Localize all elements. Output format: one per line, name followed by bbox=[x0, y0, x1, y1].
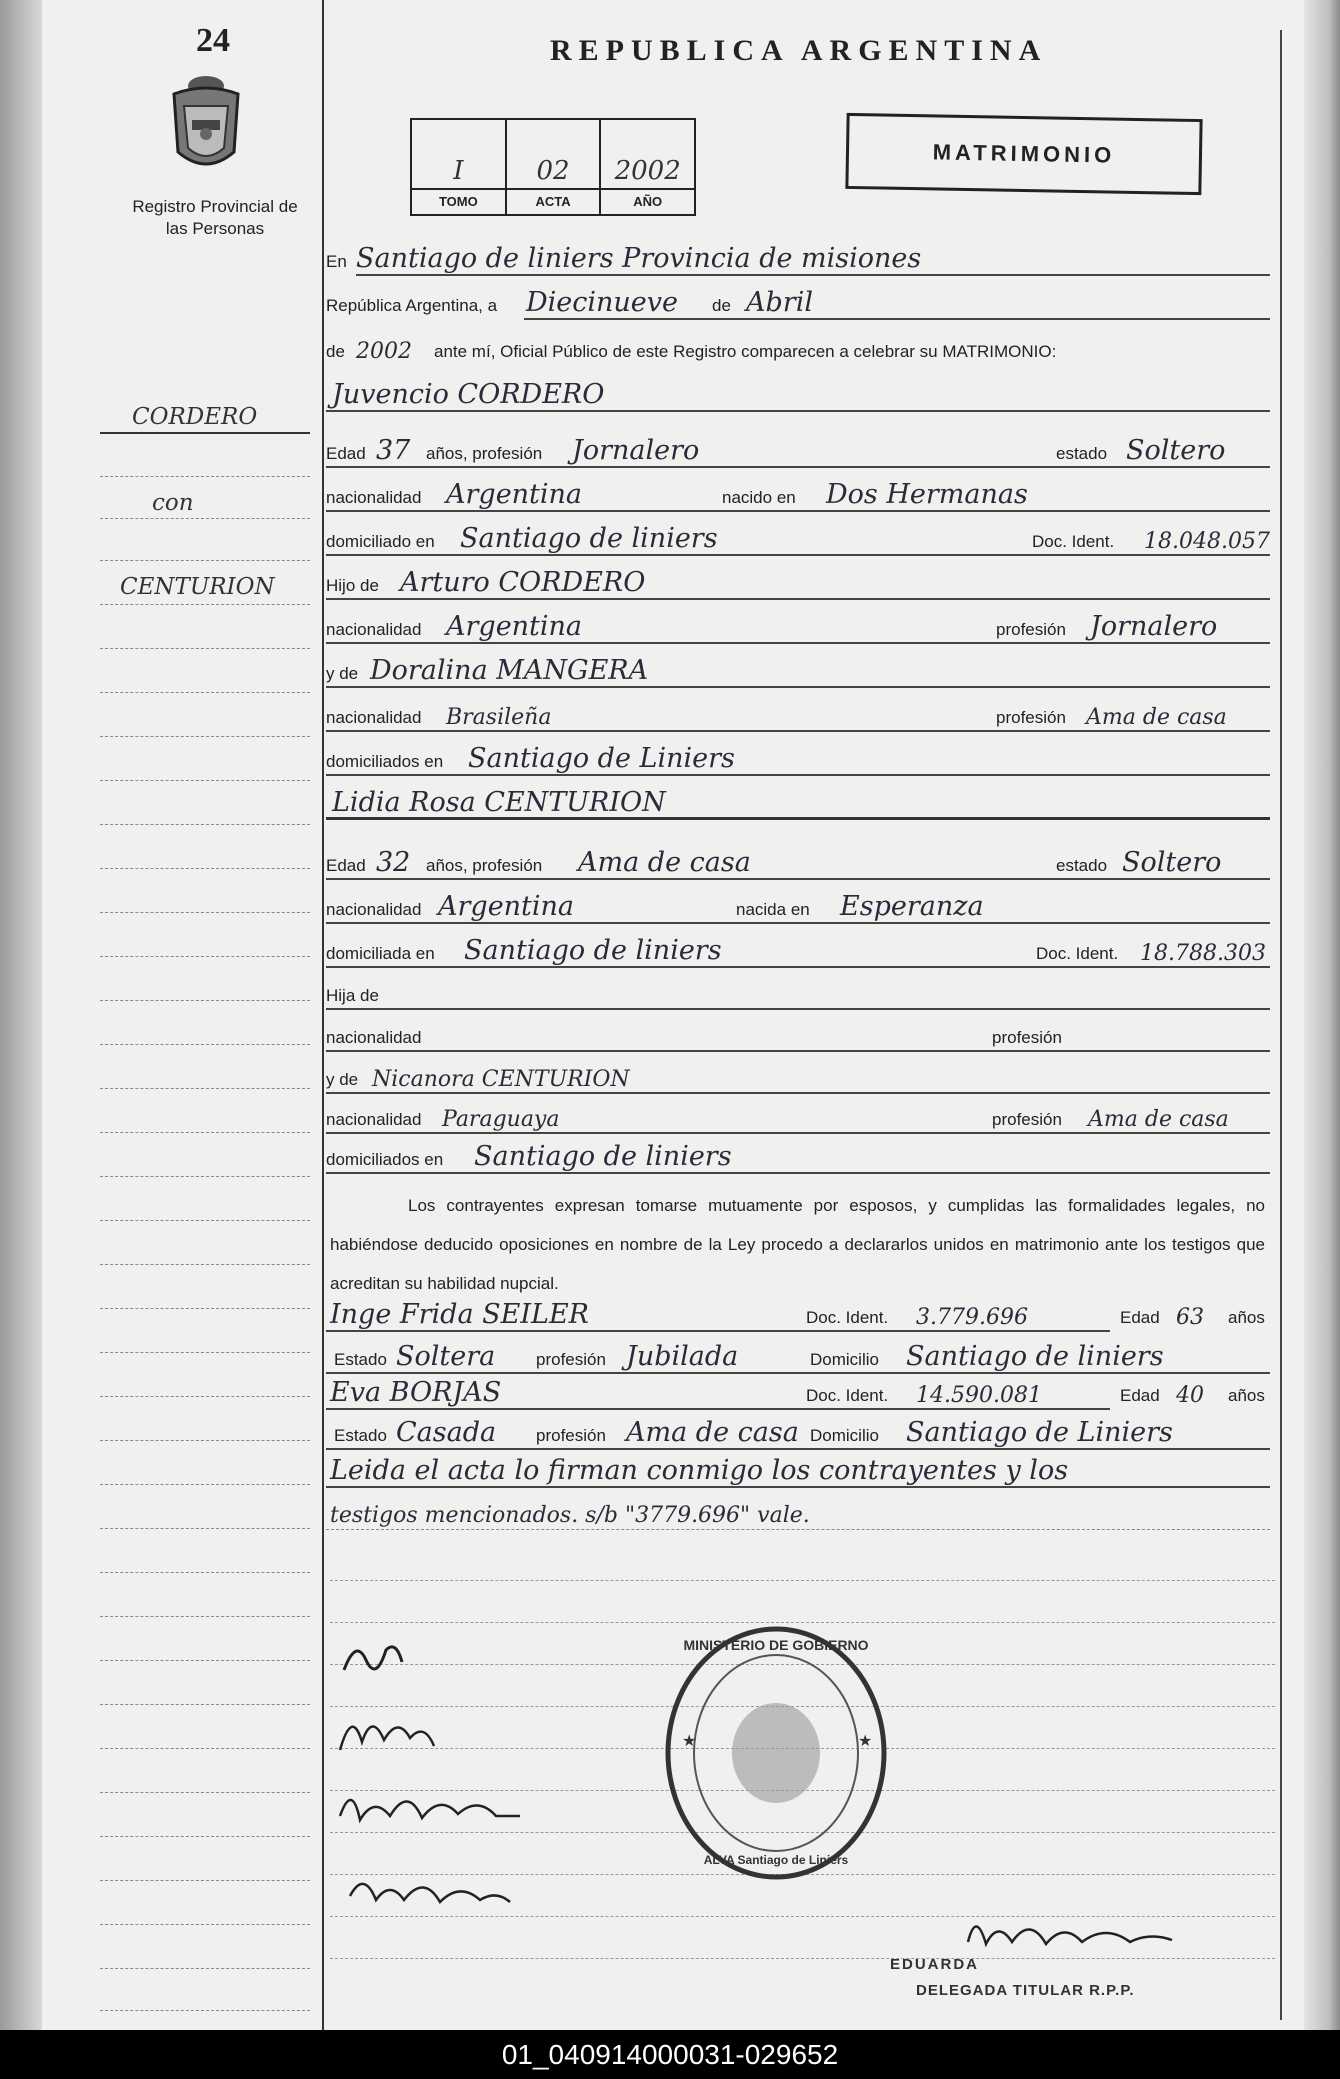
groom-name: Juvencio CORDERO bbox=[332, 379, 605, 410]
row-place: En Santiago de liniers Provincia de misiones bbox=[326, 240, 1270, 280]
groom-profession: Jornalero bbox=[572, 435, 700, 466]
groom-age: 37 bbox=[376, 435, 411, 466]
day-value: Diecinueve bbox=[526, 287, 679, 318]
witness1-age: 63 bbox=[1176, 1305, 1204, 1330]
row-groom-father-nat: nacionalidad Argentina profesión Jornalero bbox=[326, 608, 1270, 648]
officer-title-stamp: DELEGADA TITULAR R.P.P. bbox=[916, 1982, 1135, 1999]
witness1-profession: Jubilada bbox=[626, 1341, 739, 1372]
tomo-acta-year-box bbox=[410, 118, 696, 216]
row-bride-nationality: nacionalidad Argentina nacida en Esperanza bbox=[326, 888, 1270, 928]
groom-doc: 18.048.057 bbox=[1144, 529, 1270, 554]
groom-domicile: Santiago de liniers bbox=[460, 523, 718, 554]
row-groom-mother: y de Doralina MANGERA bbox=[326, 652, 1270, 692]
bride-parents-domicile: Santiago de liniers bbox=[474, 1141, 732, 1172]
row-groom-father: Hijo de Arturo CORDERO bbox=[326, 564, 1270, 604]
row-date: República Argentina, a Diecinueve de Abril bbox=[326, 284, 1270, 324]
row-groom-domicile: domiciliado en Santiago de liniers Doc. Ident. 18.048.057 bbox=[326, 523, 1270, 554]
groom-mother-nationality: Brasileña bbox=[446, 705, 552, 730]
closing-line-1: Leida el acta lo firman conmigo los contrayentes y los bbox=[330, 1455, 1069, 1486]
bride-mother: Nicanora CENTURION bbox=[372, 1067, 630, 1092]
row-closing-2 bbox=[326, 1494, 1270, 1534]
groom-mother-profession: Ama de casa bbox=[1086, 705, 1227, 730]
bride-marital: Soltero bbox=[1122, 847, 1222, 878]
witness1-marital: Soltera bbox=[396, 1341, 496, 1372]
row-bride-domicile: domiciliada en Santiago de liniers Doc. Ident. 18.788.303 bbox=[326, 932, 1270, 972]
page-right-edge bbox=[1304, 0, 1340, 2030]
right-rule bbox=[1280, 30, 1282, 2020]
bride-mother-profession: Ama de casa bbox=[1088, 1107, 1229, 1132]
margin-rule bbox=[322, 0, 324, 2030]
witness2-age: 40 bbox=[1176, 1383, 1204, 1408]
folio-number: 24 bbox=[196, 22, 230, 59]
row-groom-nationality: nacionalidad Argentina nacido en Dos Hermanas bbox=[326, 476, 1270, 516]
row-groom-name bbox=[326, 376, 1270, 416]
row-bride-father: Hija de bbox=[326, 974, 1270, 1014]
witness2-profession: Ama de casa bbox=[626, 1417, 799, 1448]
witness1-name: Inge Frida SEILER bbox=[330, 1299, 589, 1330]
groom-father: Arturo CORDERO bbox=[400, 567, 646, 598]
witness1-doc: 3.779.696 bbox=[916, 1305, 1028, 1330]
groom-father-nationality: Argentina bbox=[446, 611, 583, 642]
row-bride-mother: y de Nicanora CENTURION bbox=[326, 1058, 1270, 1098]
witness2-doc: 14.590.081 bbox=[916, 1383, 1042, 1408]
registry-name: Registro Provincial de las Personas bbox=[132, 197, 298, 238]
bride-birthplace: Esperanza bbox=[840, 891, 984, 922]
svg-text:★: ★ bbox=[682, 1733, 697, 1750]
row-witness2-name: Eva BORJAS Doc. Ident. 14.590.081 Edad 40 años bbox=[326, 1374, 1270, 1414]
republic-heading: REPUBLICA ARGENTINA bbox=[550, 34, 1048, 67]
groom-father-profession: Jornalero bbox=[1090, 611, 1218, 642]
margin-connector: con bbox=[152, 490, 194, 516]
signature-officer bbox=[960, 1906, 1180, 1956]
tomo-cell bbox=[412, 120, 507, 214]
witness2-domicile: Santiago de Liniers bbox=[906, 1417, 1173, 1448]
witness2-marital: Casada bbox=[396, 1417, 497, 1448]
officer-name-stamp: EDUARDA bbox=[890, 1956, 979, 1973]
bride-profession: Ama de casa bbox=[578, 847, 751, 878]
scan-footer-id: 01_040914000031-029652 bbox=[0, 2030, 1340, 2079]
row-bride-parents-domicile: domiciliados en Santiago de liniers bbox=[326, 1138, 1270, 1178]
bride-nationality: Argentina bbox=[438, 891, 575, 922]
page-binding-shadow bbox=[0, 0, 42, 2030]
signature-groom bbox=[336, 1630, 416, 1680]
groom-marital: Soltero bbox=[1126, 435, 1226, 466]
margin-surname-1: CORDERO bbox=[132, 404, 258, 430]
tomo-value: I bbox=[453, 156, 464, 186]
ministry-seal-stamp bbox=[662, 1622, 890, 1884]
stamp-bottom-text: ALVA Santiago de Liniers bbox=[703, 1853, 849, 1867]
groom-nationality: Argentina bbox=[446, 479, 583, 510]
coat-of-arms-seal bbox=[164, 72, 248, 180]
row-bride-age: Edad 32 años, profesión Ama de casa estado Soltero bbox=[326, 844, 1270, 884]
tomo-label: TOMO bbox=[412, 188, 505, 214]
row-witness1-name: Inge Frida SEILER Doc. Ident. 3.779.696 Edad 63 años bbox=[326, 1296, 1270, 1336]
signature-bride bbox=[334, 1702, 444, 1762]
row-bride-mother-nat: nacionalidad Paraguaya profesión Ama de casa bbox=[326, 1098, 1270, 1138]
place-value: Santiago de liniers Provincia de misiones bbox=[356, 243, 922, 274]
margin-surname-2: CENTURION bbox=[120, 574, 275, 600]
row-witness1-details: Estado Soltera profesión Jubilada Domicilio Santiago de liniers bbox=[326, 1338, 1270, 1378]
margin-title-rule bbox=[100, 432, 310, 434]
witness2-name: Eva BORJAS bbox=[330, 1377, 502, 1408]
acta-label: ACTA bbox=[507, 188, 600, 214]
groom-mother: Doralina MANGERA bbox=[370, 655, 649, 686]
row-closing-1 bbox=[326, 1452, 1270, 1492]
bride-doc: 18.788.303 bbox=[1140, 941, 1266, 966]
bride-mother-nationality: Paraguaya bbox=[442, 1107, 560, 1132]
row-groom-mother-nat: nacionalidad Brasileña profesión Ama de casa bbox=[326, 696, 1270, 736]
row-groom-parents-domicile: domiciliados en Santiago de Liniers bbox=[326, 740, 1270, 780]
row-year: de 2002 ante mí, Oficial Público de este Registro comparecen a celebrar su MATRIMONIO: bbox=[326, 339, 1057, 364]
closing-line-2: testigos mencionados. s/b "3779.696" vale. bbox=[330, 1503, 810, 1528]
row-witness2-details: Estado Casada profesión Ama de casa Domicilio Santiago de Liniers bbox=[326, 1414, 1270, 1454]
row-bride-father-nat: nacionalidad profesión bbox=[326, 1016, 1270, 1056]
year-label: AÑO bbox=[601, 188, 694, 214]
row-bride-name bbox=[326, 784, 1270, 824]
year-value: 2002 bbox=[614, 156, 681, 186]
signature-witness-2 bbox=[340, 1860, 520, 1920]
stamp-top-text: MINISTERIO DE GOBIERNO bbox=[683, 1637, 869, 1653]
acta-cell bbox=[507, 120, 602, 214]
svg-text:★: ★ bbox=[858, 1733, 873, 1750]
year-value-text: 2002 bbox=[356, 339, 412, 364]
bride-age: 32 bbox=[376, 847, 411, 878]
acta-value: 02 bbox=[536, 156, 570, 186]
declaration-text: Los contrayentes expresan tomarse mutuamente por esposos, y cumplidas las formalidades legales, no habiéndose deducido oposiciones en nombre de la Ley procedo a declararlos unidos en matrimonio ante los testigos que acreditan su habilidad nupcial. bbox=[330, 1196, 1265, 1293]
bride-domicile: Santiago de liniers bbox=[464, 935, 722, 966]
document-type-box: MATRIMONIO bbox=[845, 113, 1202, 195]
row-groom-age: Edad 37 años, profesión Jornalero estado Soltero bbox=[326, 432, 1270, 472]
signature-witness-1 bbox=[330, 1776, 530, 1836]
groom-birthplace: Dos Hermanas bbox=[826, 479, 1028, 510]
groom-parents-domicile: Santiago de Liniers bbox=[468, 743, 735, 774]
witness1-domicile: Santiago de liniers bbox=[906, 1341, 1164, 1372]
month-value: Abril bbox=[746, 287, 813, 318]
bride-name: Lidia Rosa CENTURION bbox=[332, 787, 666, 818]
year-cell bbox=[601, 120, 694, 214]
